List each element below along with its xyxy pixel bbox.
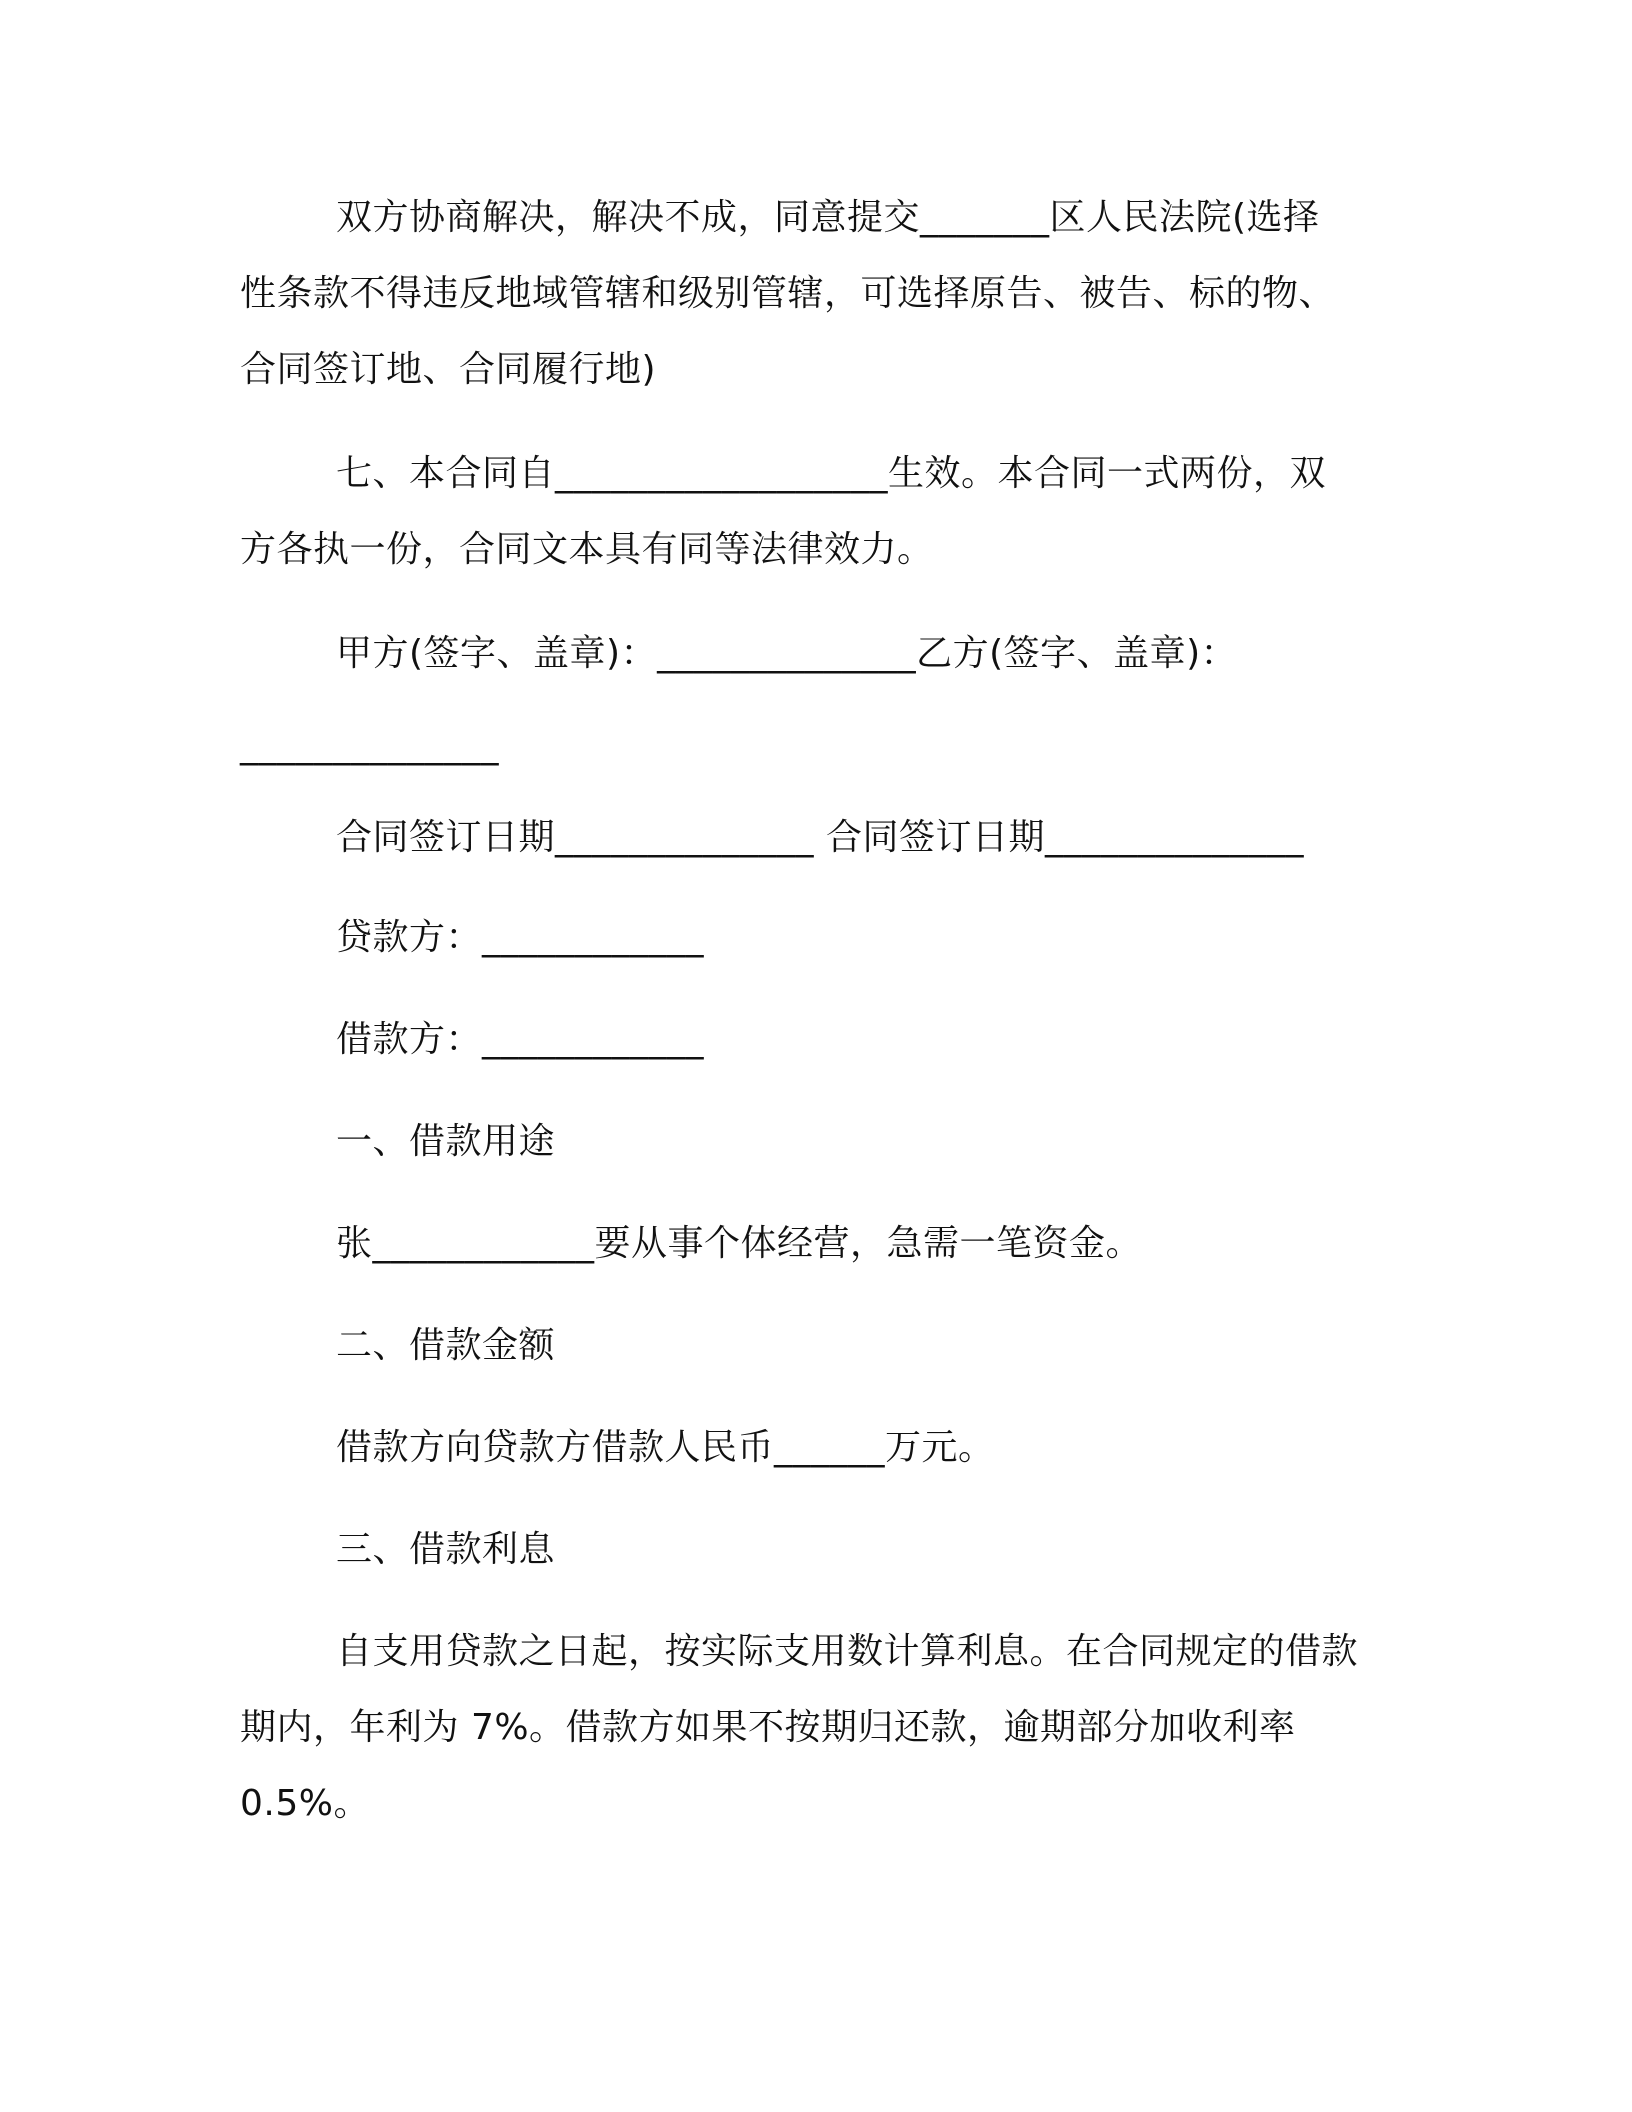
section-heading-interest: 三、借款利息 (336, 1529, 556, 1570)
paragraph-dispute-line-1: 双方协商解决，解决不成，同意提交_______区人民法院(选择 (336, 197, 1320, 238)
interest-text-line-3: 0.5%。 (240, 1783, 370, 1824)
purpose-text: 张____________要从事个体经营，急需一笔资金。 (336, 1223, 1143, 1264)
section-heading-purpose: 一、借款用途 (336, 1121, 556, 1162)
paragraph-dispute-line-2: 性条款不得违反地域管辖和级别管辖，可选择原告、被告、标的物、 (240, 273, 1336, 314)
interest-text-line-2: 期内，年利为 7%。借款方如果不按期归还款，逾期部分加收利率 (240, 1707, 1296, 1748)
signature-line-parties: 甲方(签字、盖章)：______________乙方(签字、盖章)： (336, 633, 1238, 674)
section-heading-amount: 二、借款金额 (336, 1325, 556, 1366)
clause-seven-line-1: 七、本合同自__________________生效。本合同一式两份，双 (336, 453, 1327, 494)
amount-text: 借款方向贷款方借款人民币______万元。 (336, 1427, 995, 1468)
interest-text-line-1: 自支用贷款之日起，按实际支用数计算利息。在合同规定的借款 (336, 1631, 1359, 1672)
lender-line: 贷款方：____________ (336, 917, 705, 958)
clause-seven-line-2: 方各执一份，合同文本具有同等法律效力。 (240, 529, 934, 570)
signature-line-blank: ______________ (240, 725, 499, 766)
paragraph-dispute-line-3: 合同签订地、合同履行地) (240, 349, 657, 390)
signing-date-line: 合同签订日期______________ 合同签订日期______________ (336, 817, 1304, 858)
borrower-line: 借款方：____________ (336, 1019, 705, 1060)
